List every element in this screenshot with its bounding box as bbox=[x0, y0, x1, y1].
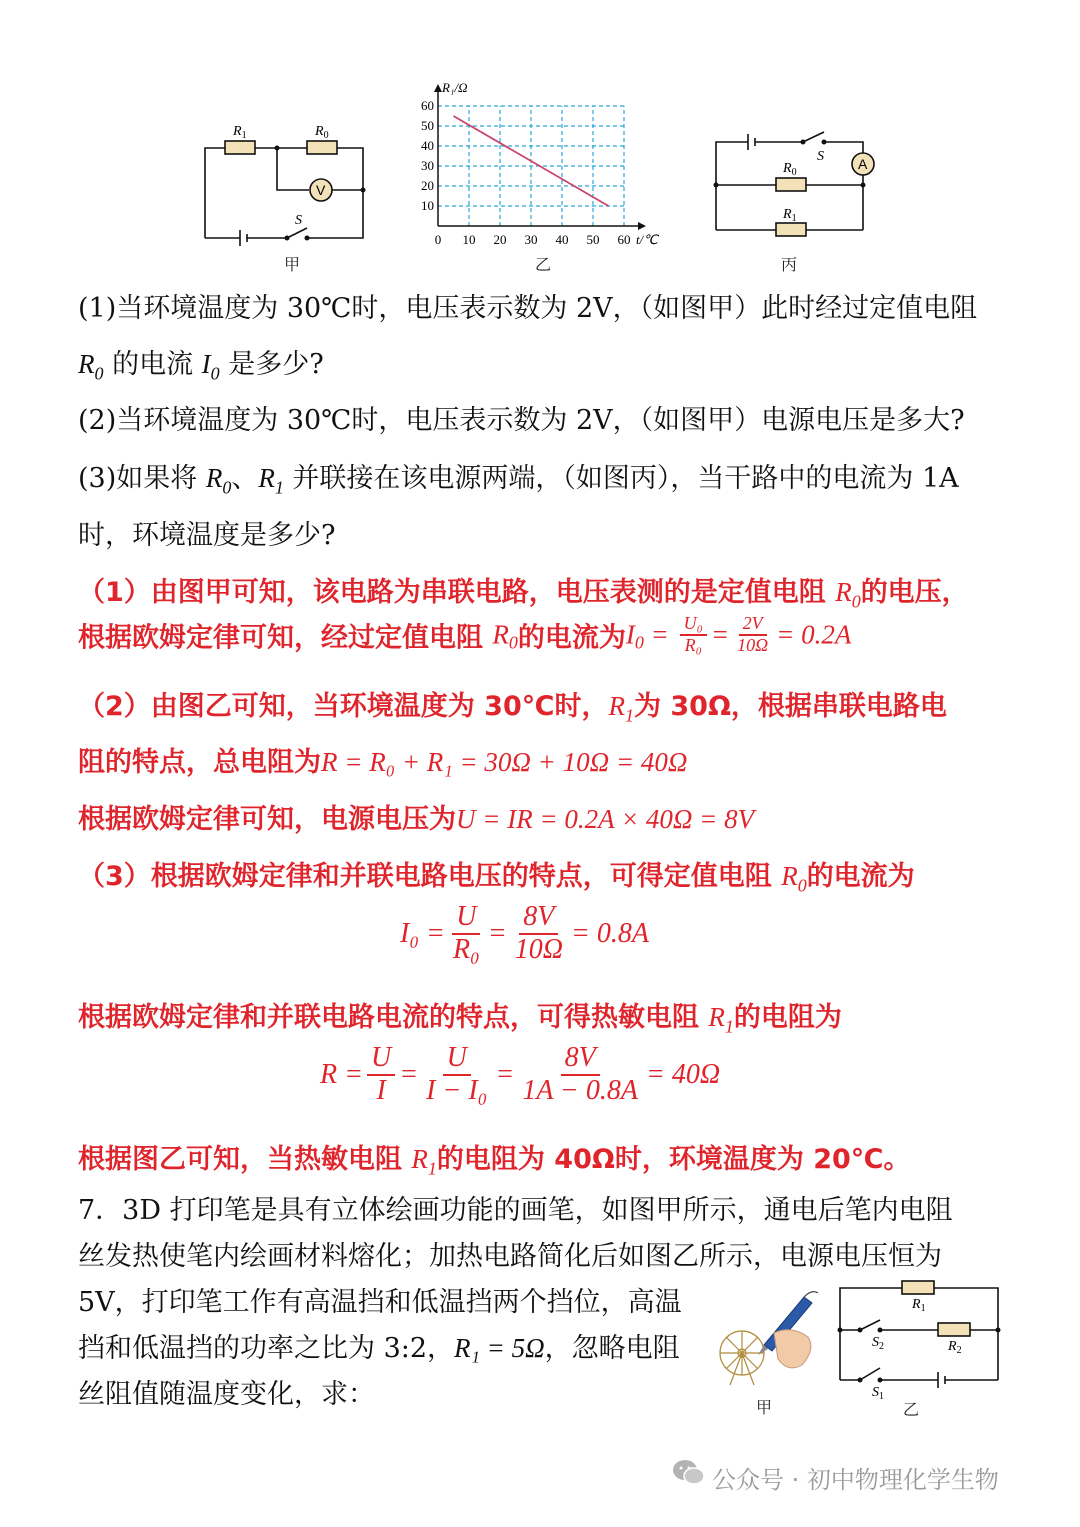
question-1-line-2: $R_0$ 的电流 $I_0$ 是多少? bbox=[78, 349, 324, 384]
problem-7-line-5: 丝阻值随温度变化，求： bbox=[78, 1379, 375, 1410]
answer-3-equation-1: I₀ = $\frac{U}{\text{R₀}}$ = $\frac{8V}{10\Omega}$ = 0.8A bbox=[400, 901, 649, 965]
y-tick-label-40: 40 bbox=[421, 138, 434, 153]
y-tick-label-50: 50 bbox=[421, 118, 434, 133]
fraction-u0-over-r0: $\frac{\text{U₀}}{\text{R₀}}$ bbox=[680, 614, 707, 656]
problem-7-figure-caption-yi: 乙 bbox=[903, 1400, 920, 1419]
fraction-8v-over-10ohm: $\frac{8V}{10\Omega}$ bbox=[514, 901, 563, 965]
x-tick-label-40: 40 bbox=[555, 232, 569, 247]
problem-7-line-4: 挡和低温挡的功率之比为 3:2，R₁ = 5Ω，忽略电阻 bbox=[78, 1333, 680, 1364]
x-tick-label-10: 10 bbox=[462, 232, 476, 247]
bing-switch-label: S bbox=[817, 149, 824, 164]
question-1-line-1: (1)当环境温度为 30℃时，电压表示数为 2V，（如图甲）此时经过定值电阻 bbox=[78, 293, 978, 324]
y-tick-label-10: 10 bbox=[421, 198, 434, 213]
problem-7-circuit-diagram-yi bbox=[830, 1280, 1010, 1402]
fraction-8v-over-0-2a: $\frac{8V}{1A - 0.8A}$ bbox=[522, 1042, 638, 1106]
fraction-u-over-i-minus-i0: $\frac{U}{\text{I − I₀}}$ bbox=[426, 1042, 488, 1106]
x-tick-label-20: 20 bbox=[493, 232, 507, 247]
problem-7-line-2: 丝发热使笔内绘画材料熔化；加热电路简化后如图乙所示，电源电压恒为 bbox=[78, 1241, 942, 1272]
circuit-diagram-bing bbox=[708, 120, 888, 245]
problem-7-line-3: 5V，打印笔工作有高温挡和低温挡两个挡位，高温 bbox=[78, 1287, 682, 1318]
jia-r1-label: $R_1$ bbox=[233, 124, 247, 141]
3d-pen-illustration bbox=[712, 1285, 822, 1390]
answer-3-line-3: 根据图乙可知，当热敏电阻 $R_1$的电阻为 40Ω时，环境温度为 20℃。 bbox=[78, 1144, 911, 1179]
x-axis-title: t/℃ bbox=[636, 232, 658, 247]
voltmeter-label: V bbox=[316, 182, 326, 198]
answer-1-line-1: （1）由图甲可知，该电路为串联电路，电压表测的是定值电阻 $R_0$的电压， bbox=[78, 577, 969, 612]
figure-caption-yi: 乙 bbox=[535, 255, 552, 274]
x-axis-arrow bbox=[638, 222, 646, 230]
data-series-line-R1 bbox=[454, 116, 609, 206]
p7-s1-label: $S_1$ bbox=[872, 1385, 884, 1402]
wechat-icon bbox=[672, 1458, 706, 1488]
x-tick-label-60: 60 bbox=[617, 232, 631, 247]
y-axis-title: R₁/Ω bbox=[442, 80, 468, 95]
ferris-wheel-drawing bbox=[720, 1331, 764, 1385]
question-2: (2)当环境温度为 30℃时，电压表示数为 2V，（如图甲）电源电压是多大? bbox=[78, 405, 965, 436]
fraction-2v-over-10ohm: $\frac{2V}{10\Omega}$ bbox=[737, 613, 769, 655]
p7-s2-label: $S_2$ bbox=[872, 1335, 884, 1352]
figure-caption-bing: 丙 bbox=[781, 255, 798, 274]
line-chart-r1-vs-t bbox=[410, 78, 680, 250]
answer-3-equation-2: R = $\frac{U}{I}$ = $\frac{U}{\text{I − I₀}}$ = $\frac{8V}{1A - 0.8A}$ = 40Ω bbox=[320, 1042, 721, 1106]
y-axis-arrow bbox=[434, 84, 442, 92]
answer-1-line-2: 根据欧姆定律可知，经过定值电阻 $R_0$的电流为$I_0$ = $\frac{\text{U₀}}{\text{R₀}}$ = $\frac{2V}{10\Omega}$ = 0.2A bbox=[78, 613, 852, 655]
question-3-line-2: 时，环境温度是多少? bbox=[78, 520, 336, 551]
answer-2-line-2: 阻的特点，总电阻为R = R₀ + R₁ = 30Ω + 10Ω = 40Ω bbox=[78, 747, 688, 778]
fraction-u-over-i: $\frac{U}{I}$ bbox=[367, 1043, 395, 1107]
jia-switch-label: S bbox=[295, 213, 302, 228]
ammeter-label: A bbox=[858, 156, 868, 172]
x-tick-label-50: 50 bbox=[586, 232, 600, 247]
question-3-line-1: (3)如果将 $R_0$、$R_1$ 并联接在该电源两端，（如图丙），当干路中的电流为 1A bbox=[78, 463, 959, 498]
jia-r0-label: $R_0$ bbox=[315, 124, 329, 141]
bing-r1-label: $R_1$ bbox=[783, 207, 797, 224]
bing-r0-label: $R_0$ bbox=[783, 161, 797, 178]
x-tick-label-30: 30 bbox=[524, 232, 538, 247]
answer-3-line-1: （3）根据欧姆定律和并联电路电压的特点，可得定值电阻 $R_0$的电流为 bbox=[78, 861, 915, 896]
problem-7-line-1: 7．3D 打印笔是具有立体绘画功能的画笔，如图甲所示，通电后笔内电阻 bbox=[78, 1195, 953, 1226]
p7-r1-label: $R_1$ bbox=[912, 1297, 926, 1314]
fraction-u-over-r0: $\frac{U}{\text{R₀}}$ bbox=[452, 901, 480, 965]
y-tick-label-20: 20 bbox=[421, 178, 434, 193]
origin-label: 0 bbox=[434, 232, 442, 247]
answer-2-line-1: （2）由图乙可知，当环境温度为 30℃时，$R_1$为 30Ω，根据串联电路电 bbox=[78, 691, 947, 726]
p7-r2-label: $R_2$ bbox=[948, 1339, 962, 1356]
y-tick-label-60: 60 bbox=[421, 98, 434, 113]
watermark-text: 公众号 · 初中物理化学生物 bbox=[712, 1466, 999, 1494]
answer-2-line-3: 根据欧姆定律可知，电源电压为U = IR = 0.2A × 40Ω = 8V bbox=[78, 804, 755, 835]
figure-caption-jia: 甲 bbox=[284, 255, 301, 274]
circuit-diagram-jia bbox=[195, 110, 375, 250]
answer-3-line-2: 根据欧姆定律和并联电路电流的特点，可得热敏电阻 $R_1$的电阻为 bbox=[78, 1002, 842, 1037]
y-tick-label-30: 30 bbox=[421, 158, 434, 173]
problem-7-figure-caption-jia: 甲 bbox=[756, 1398, 773, 1417]
